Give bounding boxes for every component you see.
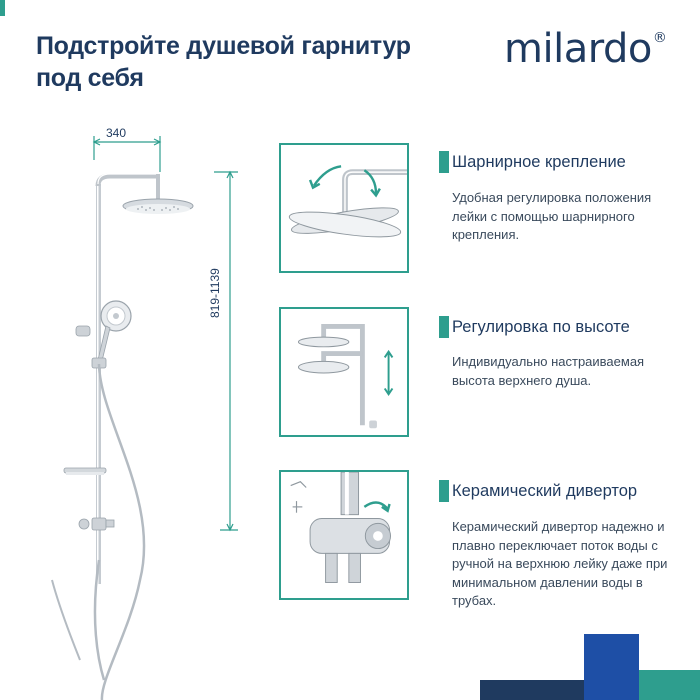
feature-3-accent	[439, 480, 449, 502]
width-dimension-label: 340	[106, 126, 127, 140]
page-title: Подстройте душевой гарнитур под себя	[36, 32, 411, 92]
feature-image-diverter	[279, 470, 409, 600]
feature-1-title: Шарнирное крепление	[452, 153, 626, 171]
registered-mark: ®	[652, 30, 667, 46]
feature-2-title: Регулировка по высоте	[452, 318, 630, 336]
feature-image-swivel	[279, 143, 409, 273]
shower-hose	[95, 364, 144, 700]
height-dimension-line	[214, 172, 238, 530]
height-dimension-label: 819-1139	[208, 268, 222, 318]
soap-dish	[64, 468, 106, 475]
overhead-shower-head	[123, 199, 193, 214]
decor-block-teal	[639, 670, 700, 700]
shower-system-illustration	[40, 120, 260, 700]
feature-image-height	[279, 307, 409, 437]
decor-block-blue	[584, 634, 639, 700]
feature-3-description: Керамический дивертор надежно и плавно переключает поток воды с ручной на верхнюю лейку даже при минимальном давлении воды в трубах.	[452, 519, 668, 608]
feature-3-title: Керамический дивертор	[452, 482, 638, 500]
swivel-joint-icon	[281, 145, 407, 271]
wall-bracket-upper	[76, 326, 90, 336]
width-dimension-line	[94, 136, 160, 172]
feature-2-accent	[439, 316, 449, 338]
height-adjust-icon	[281, 309, 407, 435]
feature-1-description: Удобная регулировка положения лейки с помощью шарнирного крепления.	[452, 190, 652, 242]
feature-2-description: Индивидуально настраиваемая высота верхнего душа.	[452, 354, 645, 388]
corner-accent	[0, 0, 5, 16]
feature-1-accent	[439, 151, 449, 173]
brand-logo	[504, 26, 665, 72]
hose-end	[52, 580, 80, 660]
diverter-icon	[281, 472, 407, 598]
diverter-mount	[79, 518, 114, 530]
brand-logo-text: milardo	[504, 26, 652, 72]
